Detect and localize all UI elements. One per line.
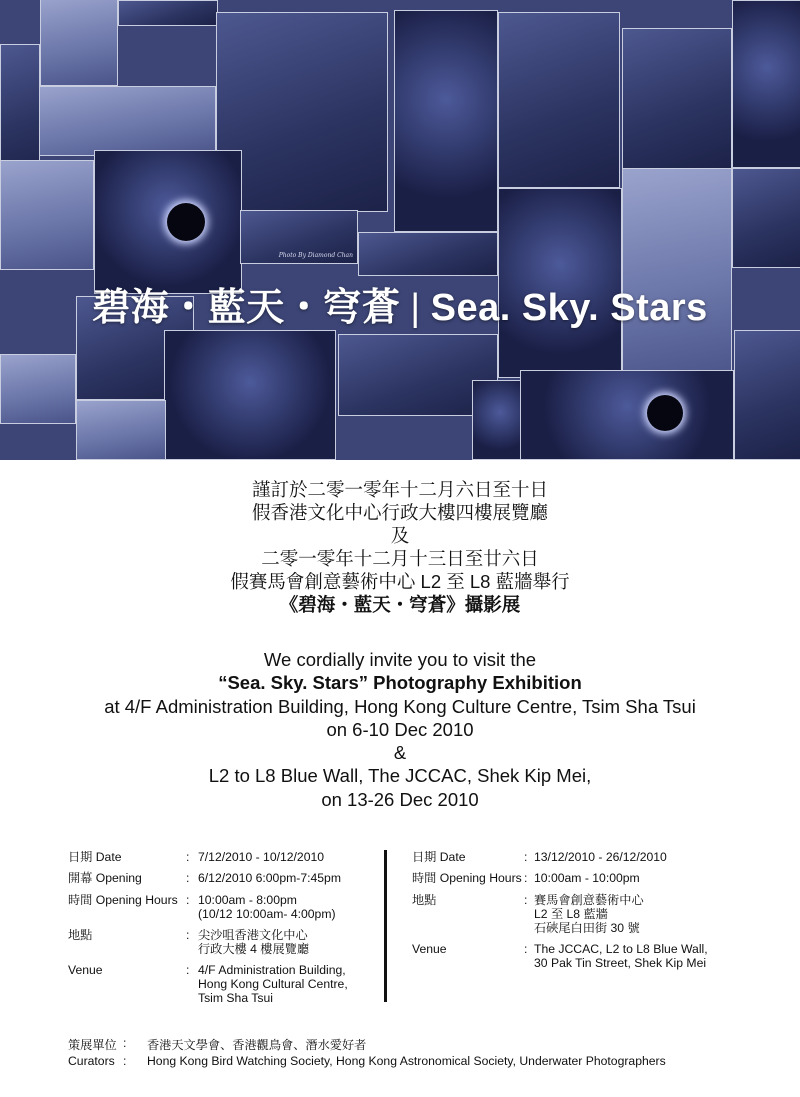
photo-tile-kingfisher (0, 160, 94, 270)
detail-value: 4/F Administration Building, (198, 963, 346, 977)
invite-en-line-6: L2 to L8 Blue Wall, The JCCAC, Shek Kip Mei, (208, 765, 592, 787)
details-right (412, 848, 792, 1008)
detail-label: 日期 Date (68, 850, 122, 864)
invite-en-exhibition-name: “Sea. Sky. Stars” Photography Exhibition (218, 672, 582, 694)
curators-zh (68, 1036, 367, 1053)
eclipse-disc (167, 203, 205, 241)
photo-tile-seabed (240, 210, 358, 264)
detail-colon: : (186, 928, 190, 942)
hero-collage (0, 0, 800, 460)
photo-tile-manta-bottom (76, 400, 166, 460)
curators-colon: : (123, 1036, 127, 1050)
invite-zh-line-4: 二零一零年十二月十三日至廿六日 (261, 548, 539, 569)
invite-en-line-5: & (393, 742, 407, 764)
photo-tile-heron (0, 354, 76, 424)
detail-value: Tsim Sha Tsui (198, 991, 273, 1005)
curators-en-label: Curators (68, 1054, 115, 1068)
detail-value: 行政大樓 4 樓展覽廳 (198, 942, 310, 956)
photo-tile-coral-mid (498, 12, 620, 188)
photo-credit: Photo By Diamond Chan (278, 252, 353, 259)
photo-tile-star-trails (164, 330, 336, 460)
details-left (68, 848, 378, 1008)
detail-value: 6/12/2010 6:00pm-7:45pm (198, 871, 341, 885)
detail-value: Hong Kong Cultural Centre, (198, 977, 348, 991)
invite-zh-line-5: 假賽馬會創意藝術中心 L2 至 L8 藍牆舉行 (230, 571, 570, 592)
photo-tile-night-ridge (358, 232, 498, 276)
detail-colon: : (186, 871, 190, 885)
invitation-chinese (0, 478, 800, 616)
hero-title-zh: 碧海・藍天・穹蒼 (92, 287, 401, 329)
detail-value: 10:00am - 10:00pm (534, 871, 640, 885)
detail-value: L2 至 L8 藍牆 (534, 907, 608, 921)
detail-colon: : (524, 893, 528, 907)
curators-en (68, 1054, 666, 1068)
detail-label: 時間 Opening Hours (68, 893, 178, 907)
hero-title-separator: | (410, 287, 421, 329)
photo-tile-bulbul (622, 168, 732, 380)
detail-colon: : (186, 850, 190, 864)
invitation-english (0, 648, 800, 811)
detail-value: The JCCAC, L2 to L8 Blue Wall, (534, 942, 708, 956)
column-divider (384, 850, 387, 1002)
invite-zh-line-3: 及 (390, 525, 410, 546)
photo-tile-eclipse-2 (520, 370, 734, 460)
photo-tile-bird-branch (40, 0, 118, 86)
curators-colon: : (123, 1054, 127, 1068)
detail-colon: : (524, 850, 528, 864)
hero-title-en: Sea. Sky. Stars (430, 287, 708, 329)
invite-en-line-3: at 4/F Administration Building, Hong Kong Culture Centre, Tsim Sha Tsui (104, 695, 696, 717)
photo-tile-coral-edge (732, 168, 800, 268)
detail-value: 賽馬會創意藝術中心 (534, 893, 644, 907)
detail-label: 日期 Date (412, 850, 466, 864)
detail-label: Venue (412, 942, 447, 956)
detail-value: 石硤尾白田街 30 號 (534, 921, 640, 935)
detail-label: Venue (68, 963, 103, 977)
invite-zh-exhibition-name: 《碧海・藍天・穹蒼》攝影展 (279, 594, 521, 615)
detail-label: 時間 Opening Hours (412, 871, 522, 885)
invite-en-line-4: on 6-10 Dec 2010 (326, 718, 474, 740)
invite-en-line-7: on 13-26 Dec 2010 (321, 788, 479, 810)
detail-colon: : (524, 871, 528, 885)
detail-value: 7/12/2010 - 10/12/2010 (198, 850, 325, 864)
detail-value: 30 Pak Tin Street, Shek Kip Mei (534, 956, 707, 970)
detail-label: 地點 (412, 893, 437, 907)
detail-value: (10/12 10:00am- 4:00pm) (198, 907, 336, 921)
detail-colon: : (186, 893, 190, 907)
detail-label: 地點 (68, 928, 93, 942)
hero-title (0, 276, 800, 331)
curators-zh-value: 香港天文學會、香港觀鳥會、潛水愛好者 (147, 1038, 367, 1052)
photo-tile-manta-ray (36, 86, 216, 156)
photo-tile-bottom-right (734, 330, 800, 460)
curators-en-value: Hong Kong Bird Watching Society, Hong Kong Astronomical Society, Underwater Photographers (147, 1054, 666, 1068)
photo-tile-coral-top (118, 0, 218, 26)
invite-zh-line-2: 假香港文化中心行政大樓四樓展覽廳 (251, 502, 548, 523)
invite-zh-line-1: 謹訂於二零一零年十二月六日至十日 (251, 479, 548, 500)
photo-tile-top-right (732, 0, 800, 168)
detail-label: 開幕 Opening (68, 871, 142, 885)
photo-tile-eclipse (94, 150, 242, 294)
detail-value: 13/12/2010 - 26/12/2010 (534, 850, 667, 864)
photo-tile-coral-right (622, 28, 732, 170)
invite-en-line-1: We cordially invite you to visit the (263, 649, 537, 670)
detail-value: 尖沙咀香港文化中心 (198, 928, 308, 942)
curators-zh-label: 策展單位 (68, 1038, 117, 1052)
photo-tile-water-rays (394, 10, 498, 232)
eclipse-disc-2 (647, 395, 683, 431)
detail-colon: : (186, 963, 190, 977)
detail-colon: : (524, 942, 528, 956)
detail-value: 10:00am - 8:00pm (198, 893, 297, 907)
